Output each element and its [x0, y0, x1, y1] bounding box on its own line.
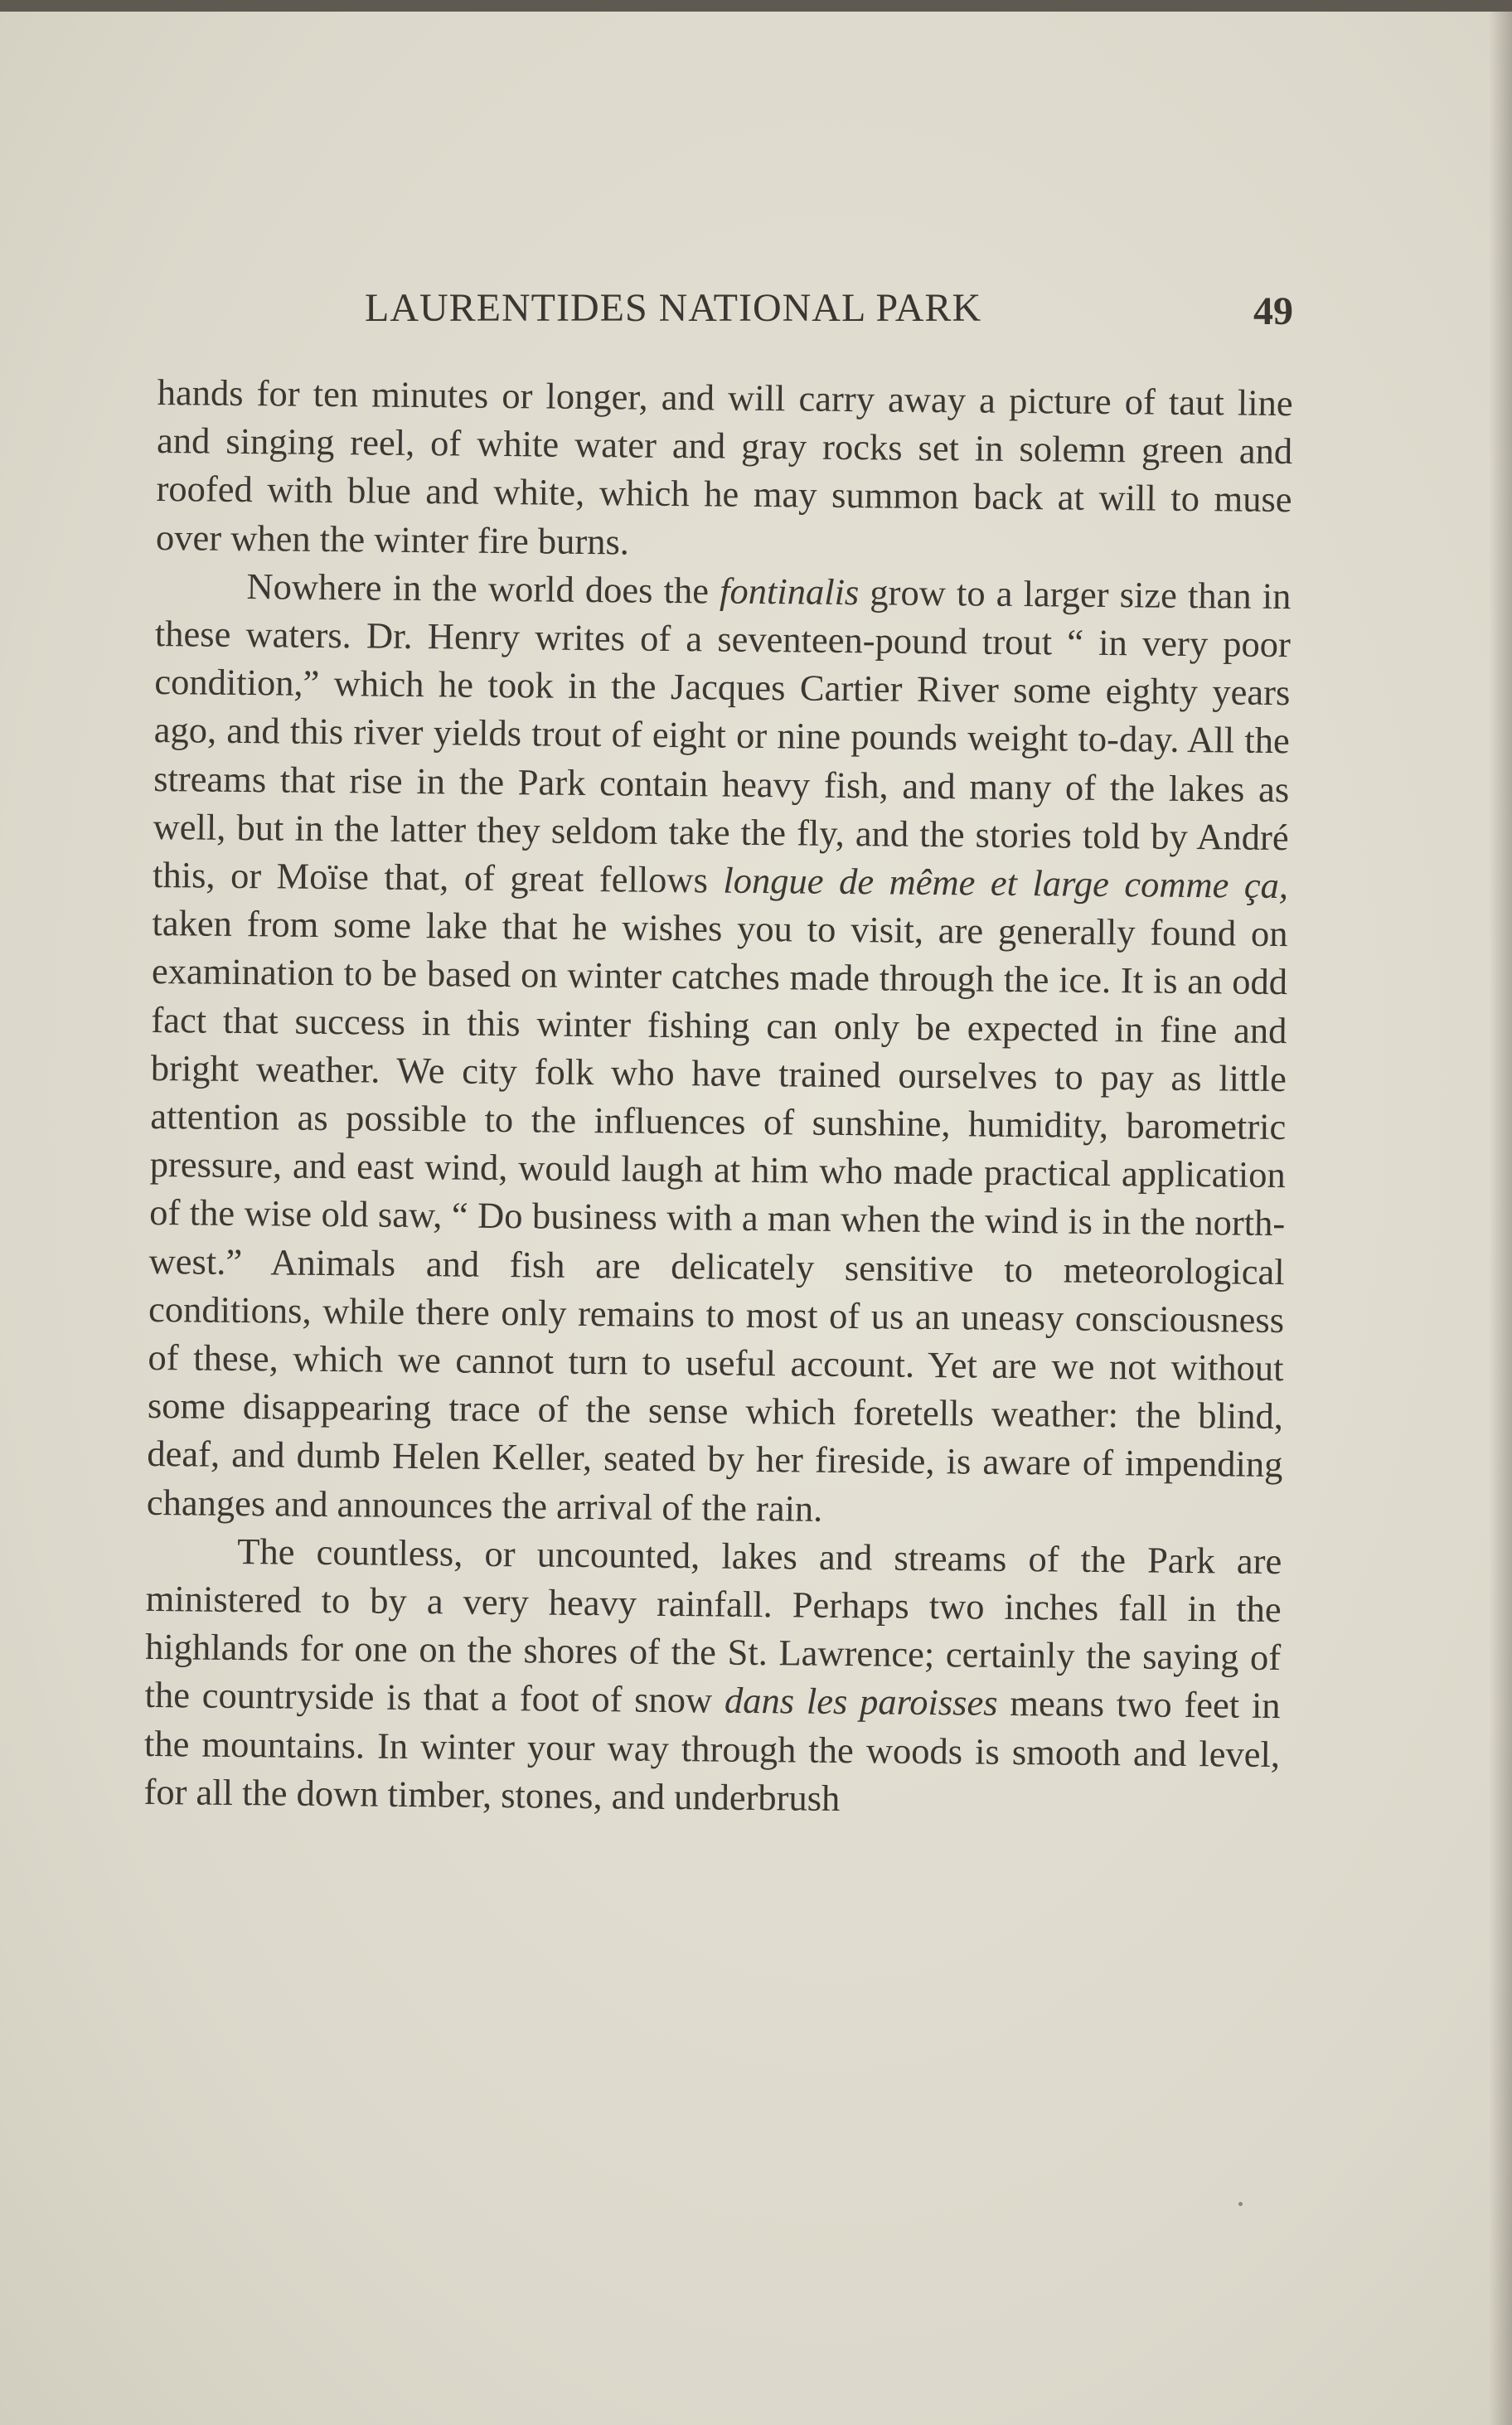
text-segment: means two feet in the mountains. In winter your way through the woods is smooth and level, for all the down timber, stones, and underbrush: [143, 1682, 1281, 1819]
running-head: [158, 277, 1293, 343]
body-text: [143, 368, 1293, 1826]
text-segment: taken from some lake that he wishes you to visit, are generally found on examination to be based on winter catches made through the ice. It is an odd fact that success in this winter fishing can only be expected in fine and bright weather. We city folk who have trained ourselves to pay as little attention as possible to the influences of sunshine, humidity, barometric pressure, and east wind, would laugh at him who made practical application of the wise old saw, “ Do business with a man when the wind is in the north-west.” Animals and fish are delicately sensitive to meteorological conditions, while there only remains to most of us an uneasy consciousness of these, which we cannot turn to useful account. Yet are we not without some disappearing trace of the sense which foretells weather: the blind, deaf, and dumb Helen Keller, seated by her fireside, is aware of impending changes and announces the arrival of the rain.: [146, 902, 1288, 1530]
text-segment: grow to a larger size than in these waters. Dr. Henry writes of a seventeen-pound trout “ in very poor condition,” which he took in the Jacques Cartier River some eighty years ago, and this river yields trout of eight or nine pounds weight to-day. All the streams that rise in the Park contain heavy fish, and many of the lakes as well, but in the latter they seldom take the fly, and the stories told by André this, or Moïse that, of great fellows: [152, 570, 1292, 901]
page-edge-shadow: [1489, 12, 1512, 2425]
italic-phrase-paroisses: dans les paroisses: [724, 1680, 998, 1724]
italic-term-fontinalis: fontinalis: [719, 570, 860, 613]
italic-phrase-french: longue de même et large comme ça,: [723, 859, 1289, 907]
text-segment: The countless, or uncounted, lakes and streams of the Park are ministered to by a very heavy rainfall. Perhaps two inches fall in the highlands for one on the shores of the St. Lawrence; certainly the saying of the countryside is that a foot of snow: [144, 1530, 1282, 1722]
paragraph-1: [156, 368, 1293, 572]
text-segment: hands for ten minutes or longer, and will carry away a picture of taut line and singing reel, of white water and gray rocks set in solemn green and roofed with blue and white, which he may summon back at will to muse over when the winter fire burns.: [155, 371, 1293, 563]
paragraph-2: [147, 561, 1292, 1537]
text-segment: Nowhere in the world does the: [246, 565, 720, 612]
paper-speck: [1238, 2202, 1243, 2206]
paragraph-3: [143, 1526, 1282, 1826]
book-page: [0, 12, 1512, 2425]
running-title: LAURENTIDES NATIONAL PARK: [365, 286, 982, 330]
page-number: 49: [1253, 289, 1293, 333]
